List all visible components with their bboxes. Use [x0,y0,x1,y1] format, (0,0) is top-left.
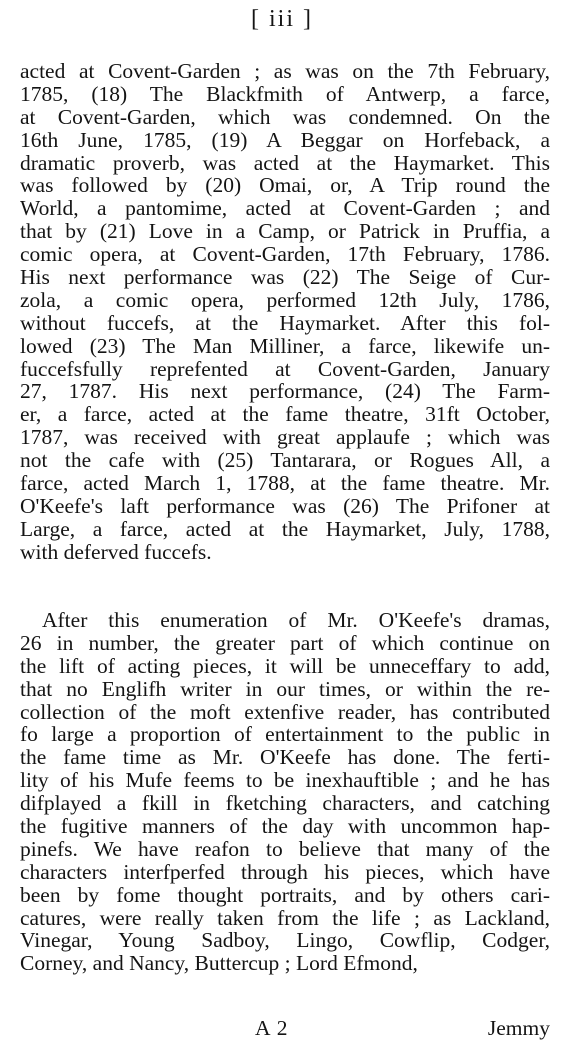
text-line: 16th June, 1785, (19) A Beggar on Horfeback, a [20,127,550,152]
text-line: pinefs. We have reafon to believe that many of the [20,836,550,861]
text-line: farce, acted March 1, 1788, at the fame theatre. Mr. [20,471,550,496]
text-line: characters interfperfed through his pieces, which have [20,859,550,884]
paragraph-2 [20,609,550,975]
text-line: the fugitive manners of the day with uncommon hap- [20,814,550,839]
text-line: 1785, (18) The Blackfmith of Antwerp, a farce, [20,81,550,106]
text-line: catures, were really taken from the life ; as Lackland, [20,905,550,930]
page-number-header: [ iii ] [251,6,313,32]
text-line: 27, 1787. His next performance, (24) The Farm- [20,379,550,404]
text-line: After this enumeration of Mr. O'Keefe's dramas, [42,608,550,632]
text-line: lowed (23) The Man Milliner, a farce, likewife un- [20,333,550,358]
text-line: 1787, was received with great applaufe ; which was [20,425,550,450]
text-line: Vinegar, Young Sadboy, Lingo, Cowflip, Codger, [20,928,550,953]
text-line: lity of his Mufe feems to be inexhauftible ; and he has [20,768,550,793]
text-line: Corney, and Nancy, Buttercup ; Lord Efmond, [20,951,418,976]
text-line: 26 in number, the greater part of which continue on [20,630,550,655]
text-line: fo large a proportion of entertainment to the public in [20,722,550,747]
text-line: the fame time as Mr. O'Keefe has done. The ferti- [20,745,550,770]
text-line: without fuccefs, at the Haymarket. After this fol- [20,310,550,335]
text-line: was followed by (20) Omai, or, A Trip round the [20,173,550,198]
paragraph-1 [20,60,550,564]
signature-mark: A 2 [255,1016,289,1040]
text-line: Large, a farce, acted at the Haymarket, July, 1788, [20,516,550,541]
text-line: the lift of acting pieces, it will be unneceffary to add, [20,653,550,678]
text-line: that by (21) Love in a Camp, or Patrick in Pruffia, a [20,219,550,244]
text-line: acted at Covent-Garden ; as was on the 7th February, [20,59,550,83]
text-line: comic opera, at Covent-Garden, 17th February, 1786. [20,242,550,267]
text-line: zola, a comic opera, performed 12th July, 1786, [20,287,550,312]
text-line: at Covent-Garden, which was condemned. On the [20,104,550,129]
text-line: that no Englifh writer in our times, or within the re- [20,676,550,701]
text-line: His next performance was (22) The Seige of Cur- [20,265,550,290]
text-line: O'Keefe's laft performance was (26) The Prifoner at [20,493,550,518]
text-line: collection of the moft extenfive reader, has contributed [20,699,550,724]
text-line: been by fome thought portraits, and by others cari- [20,882,550,907]
text-line: with deferved fuccefs. [20,539,212,564]
catchword: Jemmy [487,1016,550,1040]
text-line: difplayed a fkill in fketching characters, and catching [20,791,550,816]
text-line: er, a farce, acted at the fame theatre, 31ft October, [20,402,550,427]
text-line: World, a pantomime, acted at Covent-Garden ; and [20,196,550,221]
page-footer [20,1014,550,1042]
text-line: fuccefsfully reprefented at Covent-Garden, January [20,356,550,381]
text-line: not the cafe with (25) Tantarara, or Rogues All, a [20,448,550,473]
text-line: dramatic proverb, was acted at the Haymarket. This [20,150,550,175]
